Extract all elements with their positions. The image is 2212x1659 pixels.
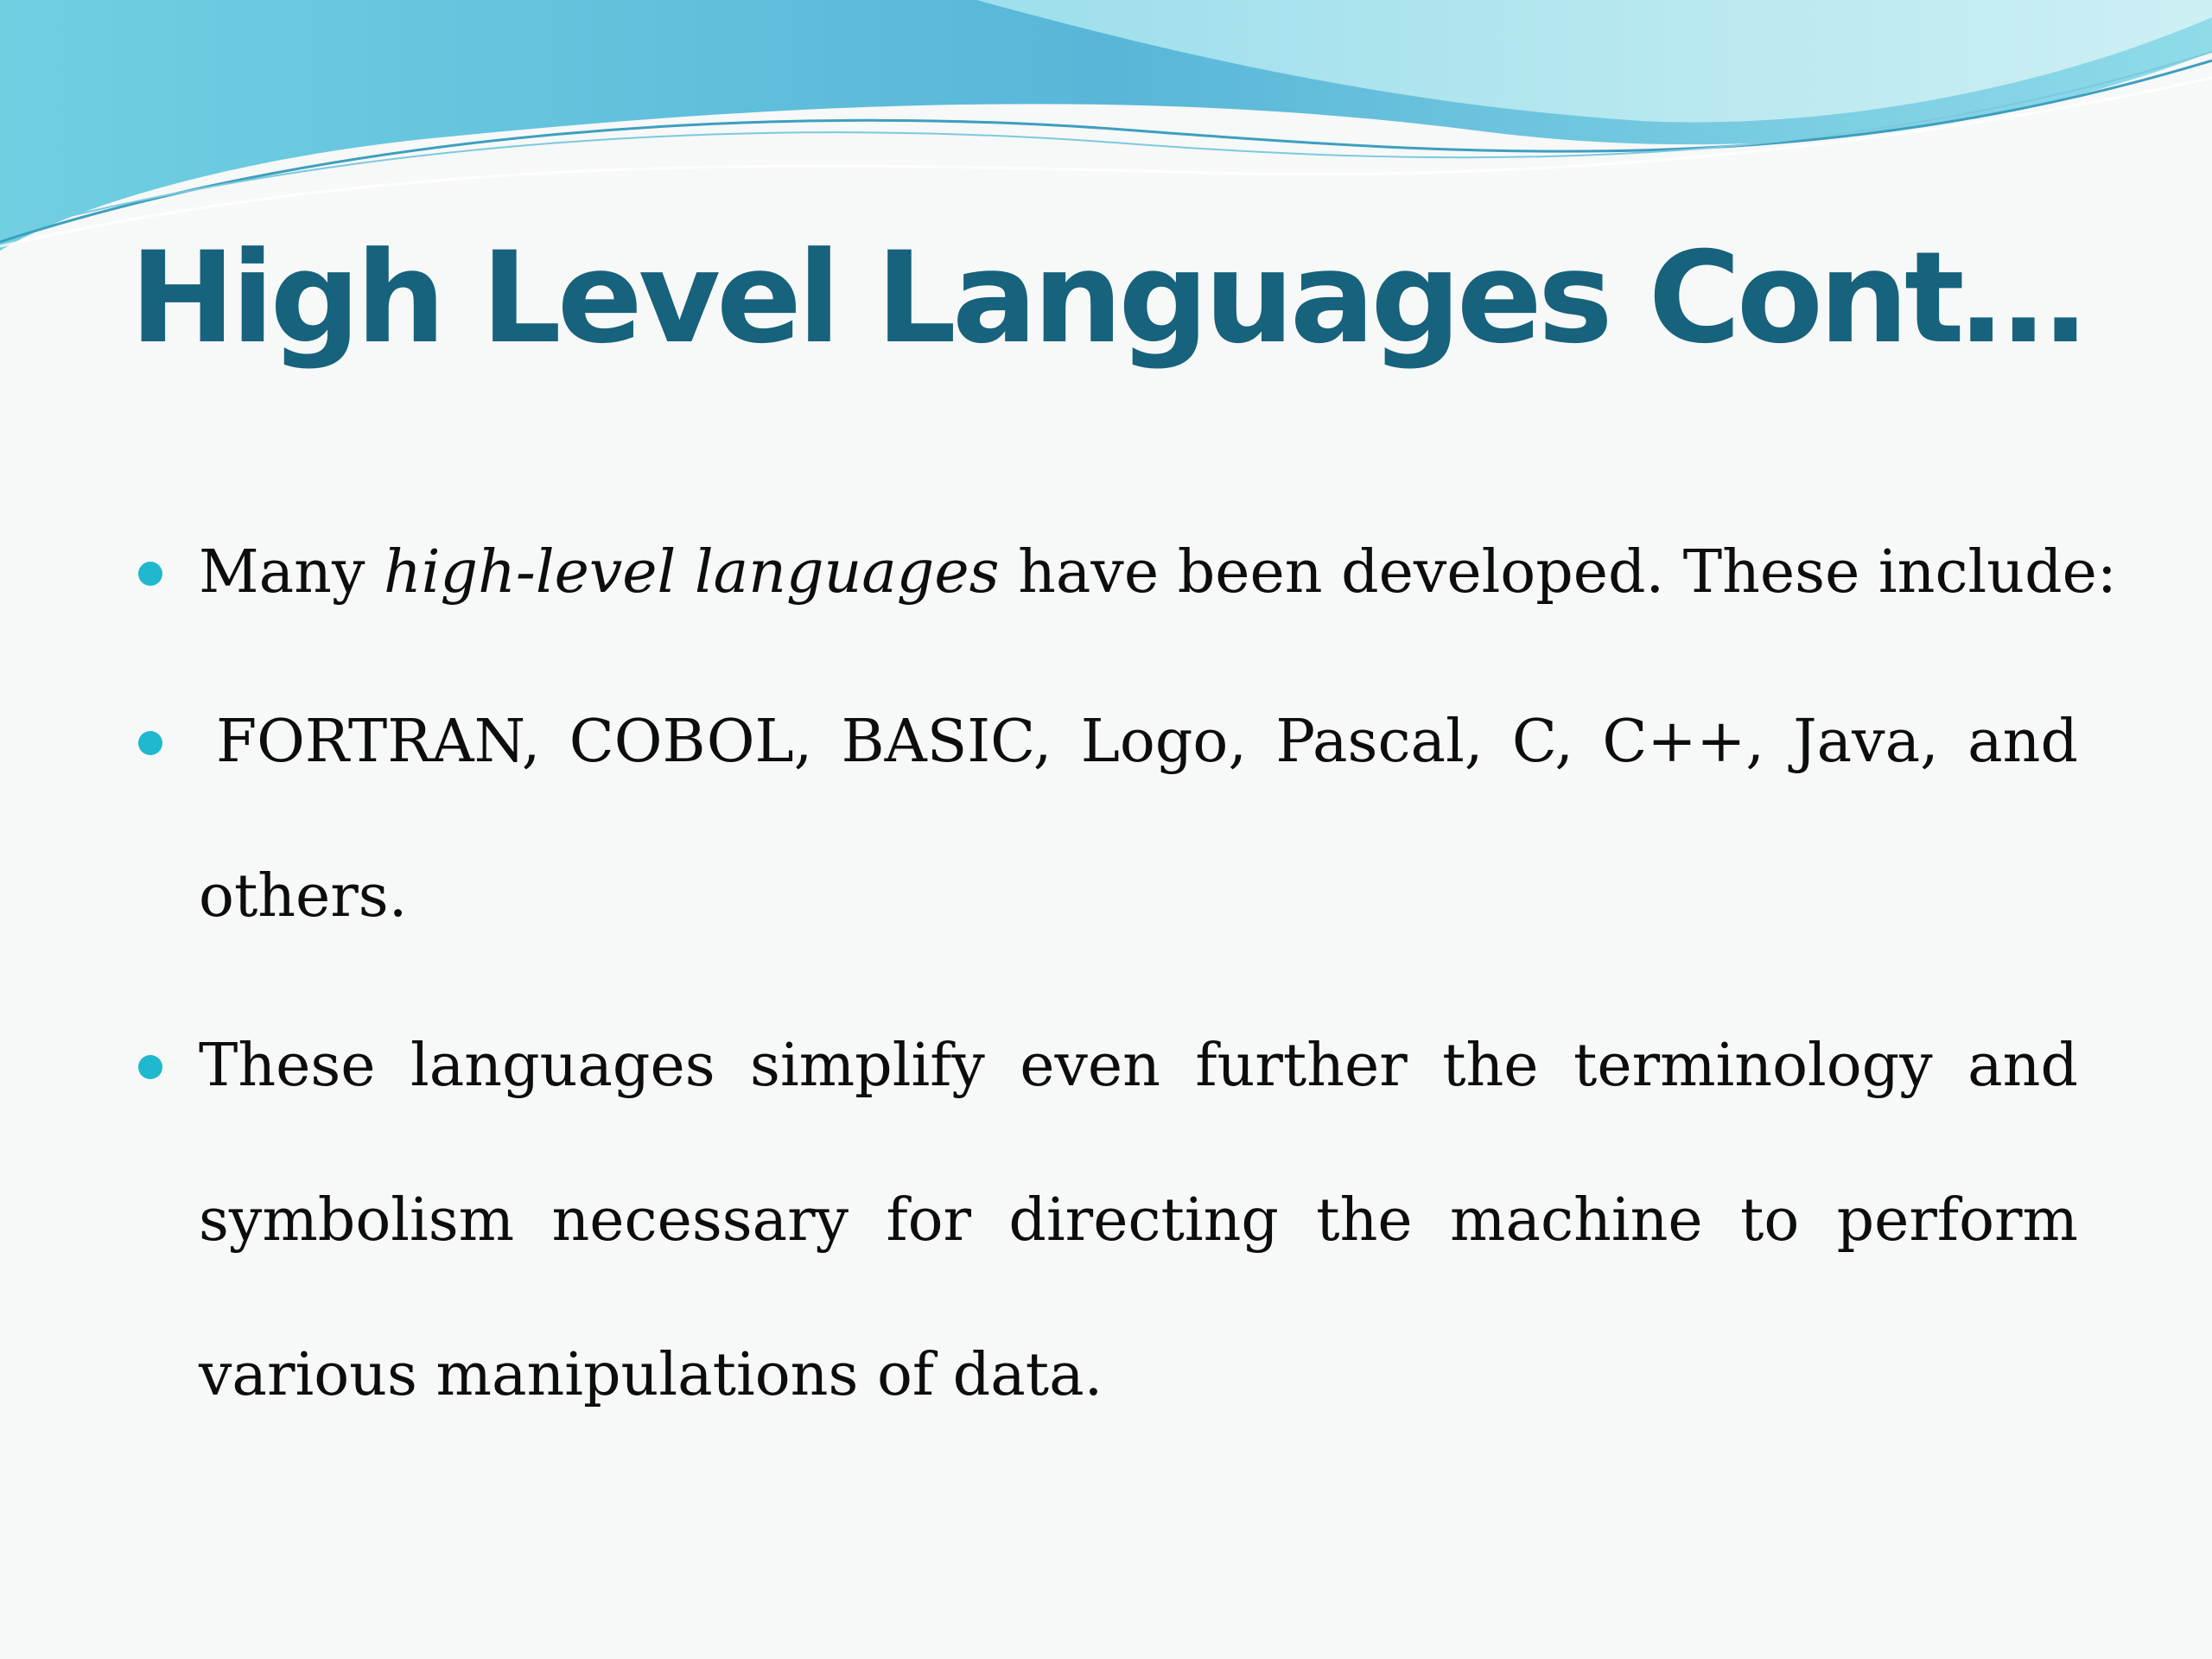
bullet-3-line-2: symbolism necessary for directing the machine to perform <box>199 1186 2078 1255</box>
bullet-1-line-1 <box>199 534 2117 612</box>
bullet-dot-icon <box>138 562 162 586</box>
bullet-1-text-before: Many <box>199 538 384 607</box>
bullet-1-text-after: have been developed. These include: <box>999 538 2117 607</box>
bullet-dot-icon <box>138 1055 162 1079</box>
bullet-1-text-italic: high-level languages <box>384 538 1000 607</box>
bullet-2-line-1: FORTRAN, COBOL, BASIC, Logo, Pascal, C, C++, Java, and <box>216 708 2078 776</box>
bullet-2-line-2: others. <box>199 862 408 931</box>
bullet-3-line-3: various manipulations of data. <box>199 1341 1103 1409</box>
bullet-dot-icon <box>138 731 162 755</box>
bullet-3-line-1: These languages simplify even further the terminology and <box>199 1032 2078 1100</box>
slide-title: High Level Languages Cont… <box>130 225 2082 372</box>
